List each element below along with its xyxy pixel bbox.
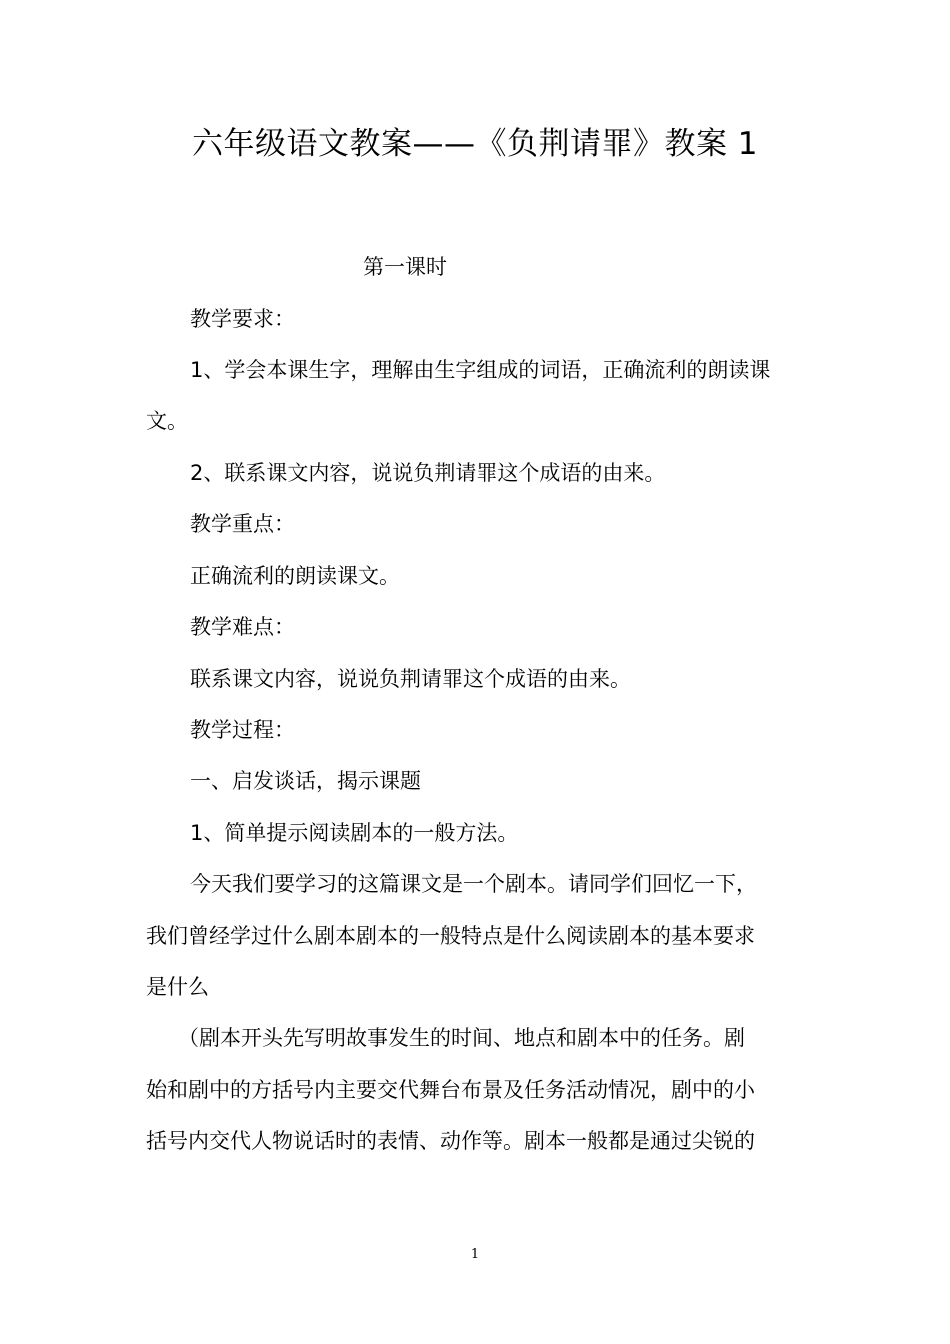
teaching-difficulty-text: 联系课文内容，说说负荆请罪这个成语的由来。 (190, 667, 631, 691)
requirement-1-line-1: 1、学会本课生字，理解由生字组成的词语，正确流利的朗读课 (190, 358, 771, 382)
step-1-heading: 1、简单提示阅读剧本的一般方法。 (190, 821, 519, 845)
lesson-period-heading: 第一课时 (363, 255, 447, 279)
paragraph-2-line-3: 括号内交代人物说话时的表情、动作等。剧本一般都是通过尖锐的 (146, 1129, 755, 1153)
requirement-1-line-2: 文。 (146, 409, 188, 433)
document-title: 六年级语文教案——《负荆请罪》教案 1 (191, 126, 759, 162)
teaching-difficulty-heading: 教学难点： (190, 615, 295, 639)
teaching-process-heading: 教学过程： (190, 718, 295, 742)
requirement-2: 2、联系课文内容，说说负荆请罪这个成语的由来。 (190, 461, 666, 485)
teaching-focus-text: 正确流利的朗读课文。 (190, 564, 400, 588)
page-number: 1 (470, 1247, 480, 1262)
teaching-focus-heading: 教学重点： (190, 512, 295, 536)
section-1-heading: 一、启发谈话，揭示课题 (190, 769, 421, 793)
paragraph-1-line-2: 我们曾经学过什么剧本剧本的一般特点是什么阅读剧本的基本要求 (146, 924, 755, 948)
teaching-requirements-heading: 教学要求： (190, 307, 295, 331)
paragraph-2-line-1: （剧本开头先写明故事发生的时间、地点和剧本中的任务。剧 (178, 1026, 745, 1050)
paragraph-1-line-1: 今天我们要学习的这篇课文是一个剧本。请同学们回忆一下， (190, 872, 757, 896)
paragraph-2-line-2: 始和剧中的方括号内主要交代舞台布景及任务活动情况，剧中的小 (146, 1078, 755, 1102)
paragraph-1-line-3: 是什么 (146, 975, 209, 999)
